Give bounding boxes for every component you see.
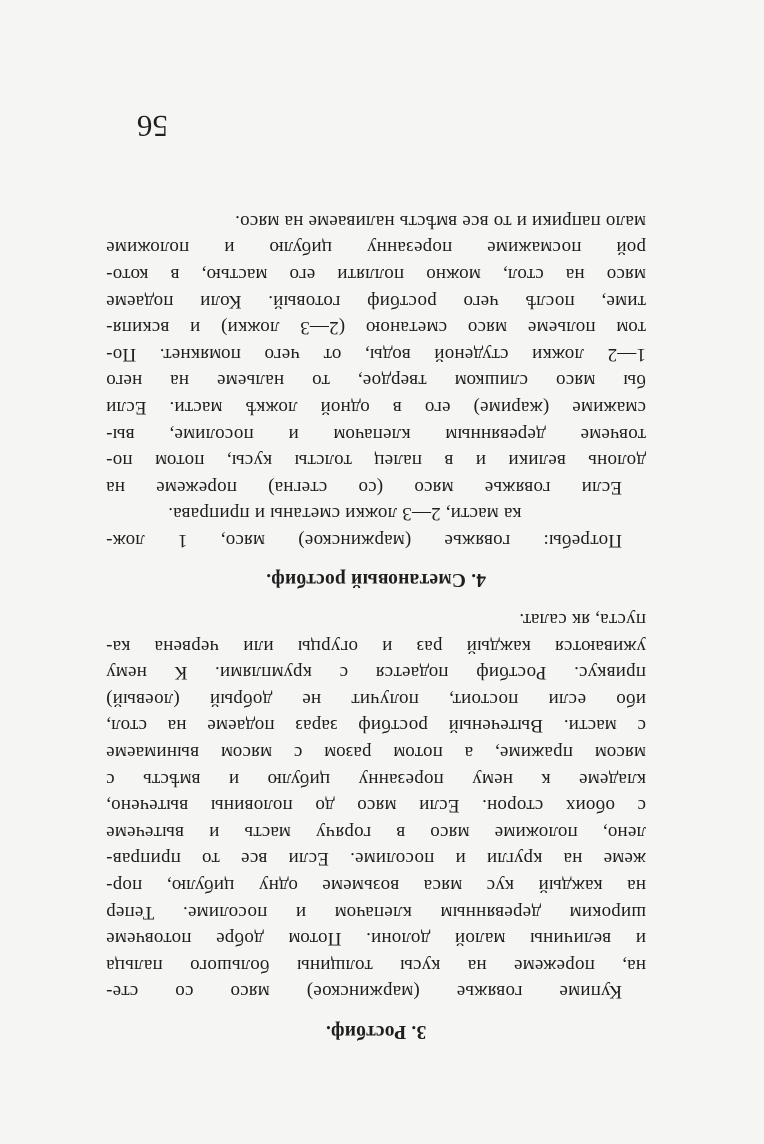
text-line: лено, положиме мясо в горячу масть и вытечеме [106,821,646,843]
text-line: Купиме говяжье (маржинское) мясо со сте- [106,981,622,1003]
text-line: на каждый кус мяса возьмеме одну цибулю, пор- [106,875,646,897]
text-line: 1—2 ложки студеной воды, от чего помякнет. По- [106,343,646,365]
text-line: привкус. Ростбиф подается с крумплями. К нему [106,662,646,684]
text-line: пуста, як салат. [519,609,646,631]
text-line: с масти. Вытеченый ростбиф зараз подаеме на стол, [106,715,646,737]
text-line: бы мясо слишком твердое, то нальеме на него [106,370,646,392]
text-line: и величины малой долони. Потом добре потовчеме [106,928,646,950]
section-3-heading: 3. Ростбиф. [325,1021,427,1042]
text-line: мало паприки и то все вмѣсть наливаеме на мясо. [234,210,646,232]
text-line: ибо если постоит, получит не добрый (лоевый) [106,688,646,710]
section-3-body [106,606,646,1005]
text-line: жеме на кругли и посолиме. Если все то приправ- [106,848,646,870]
text-line: ка масти, 2—3 ложки сметаны и приправа. [168,503,522,525]
text-line: мясом пражиме, а потом разом с мясом вынимаеме [106,742,646,764]
text-line: Потребы: говяжье (маржинское) мясо, 1 лож- [106,529,622,551]
text-line: тиме, послѣ чего ростбиф готовый. Коли подаеме [106,290,646,312]
page-text [106,207,646,1044]
text-line: уживаются каждый раз и огурцы или червена ка- [106,635,646,657]
text-line: долонь велики и в палец толсты кусы, потом по- [106,450,646,472]
text-line: смажиме (жариме) его в одной ложкѣ масти. Если [106,396,646,418]
text-line: мясо на стол, можно полляти его мастью, в кото- [106,263,646,285]
text-line: рой посмажиме порезанну цибулю и положиме [106,237,646,259]
text-line: Если говяжье мясо (со стегна) порежеме на [106,476,622,498]
text-line: том польеме мясо сметаною (2—3 ложки) и вскипя- [106,317,646,339]
section-4-body [106,207,646,553]
text-line: на, порежеме на кусы толщины большого пальца [106,954,646,976]
text-line: товчеме деревянным клепачом и посолиме, вы- [106,423,646,445]
text-line: с обоих сторон. Если мясо до половины вытечено, [106,795,646,817]
text-line: широким деревянным клепачом и посолиме. Тепер [106,901,646,923]
text-line: кладеме к нему порезанну цибулю и вмѣсть с [106,768,646,790]
section-4-heading: 4. Сметановый ростбиф. [265,569,487,591]
page-number: 56 [137,109,168,144]
